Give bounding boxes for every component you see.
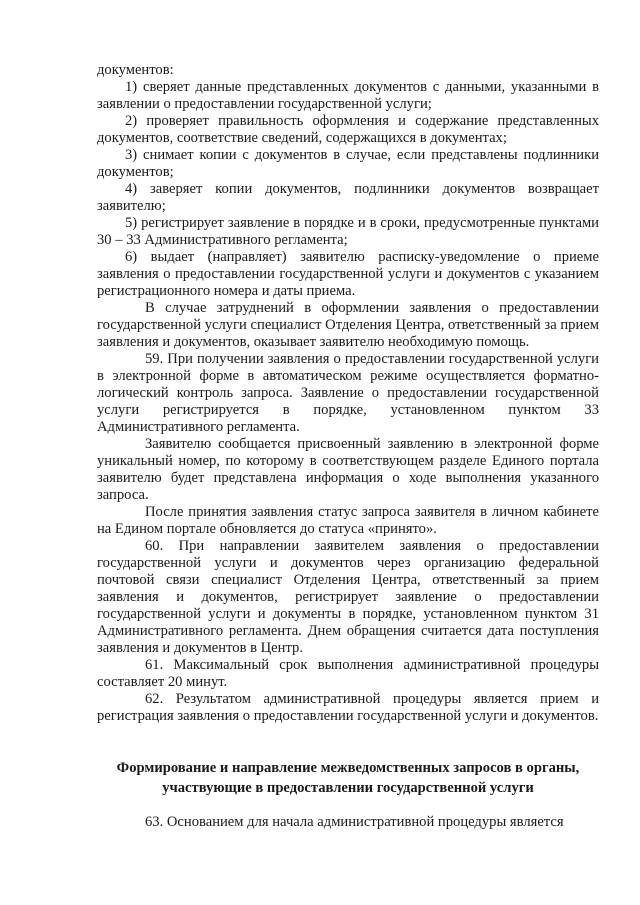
paragraph-6: 6) выдает (направляет) заявителю расписку-уведомление о приеме заявления о предоставлении государственной услуги и документов с указанием регистрационного номера и даты приема. [97, 249, 599, 299]
paragraph-3: 3) снимает копии с документов в случае, если представлены подлинники документов; [97, 147, 599, 180]
paragraph-7: В случае затруднений в оформлении заявления о предоставлении государственной услуги специалист Отделения Центра, ответственный за прием заявления и документов, оказывает заявителю необходимую помощь. [97, 300, 599, 350]
paragraph-13: 62. Результатом административной процедуры является прием и регистрация заявления о предоставлении государственной услуги и документов. [97, 691, 599, 724]
paragraph-12: 61. Максимальный срок выполнения административной процедуры составляет 20 минут. [97, 657, 599, 690]
paragraph-11: 60. При направлении заявителем заявления о предоставлении государственной услуги и документов через организацию федеральной почтовой связи специалист Отделения Центра, ответственный за прием заявления и документов, регистрирует заявление о предоставлении государственной услуги и документы в порядке, установленном пунктом 31 Административного регламента. Днем обращения считается дата поступления заявления и документов в Центр. [97, 538, 599, 656]
paragraph-4: 4) заверяет копии документов, подлинники документов возвращает заявителю; [97, 181, 599, 214]
paragraph-2: 2) проверяет правильность оформления и содержание представленных документов, соответствие сведений, содержащихся в документах; [97, 113, 599, 146]
section-heading-line-2: участвующие в предоставлении государственной услуги [162, 780, 534, 796]
paragraph-8: 59. При получении заявления о предоставлении государственной услуги в электронной форме в автоматическом режиме осуществляется форматно-логический контроль запроса. Заявление о предоставлении государственной услуги регистрируется в порядке, установленном пунктом 33 Административного регламента. [97, 351, 599, 435]
spacer [97, 725, 599, 741]
section-heading [97, 758, 599, 798]
paragraph-0: документов: [97, 62, 174, 78]
paragraph-63: 63. Основанием для начала административной процедуры является [145, 814, 564, 830]
section-heading-line-1: Формирование и направление межведомственных запросов в органы, [116, 760, 580, 776]
paragraph-10: После принятия заявления статус запроса заявителя в личном кабинете на Едином портале обновляется до статуса «принято». [97, 504, 599, 537]
paragraph-1: 1) сверяет данные представленных документов с данными, указанными в заявлении о предоставлении государственной услуги; [97, 79, 599, 112]
paragraph-5: 5) регистрирует заявление в порядке и в сроки, предусмотренные пунктами 30 – 33 Административного регламента; [97, 215, 599, 248]
document-body [97, 62, 599, 831]
paragraph-9: Заявителю сообщается присвоенный заявлению в электронной форме уникальный номер, по которому в соответствующем разделе Единого портала заявителю будет представлена информация о ходе выполнения указанного запроса. [97, 436, 599, 503]
spacer [97, 798, 599, 814]
